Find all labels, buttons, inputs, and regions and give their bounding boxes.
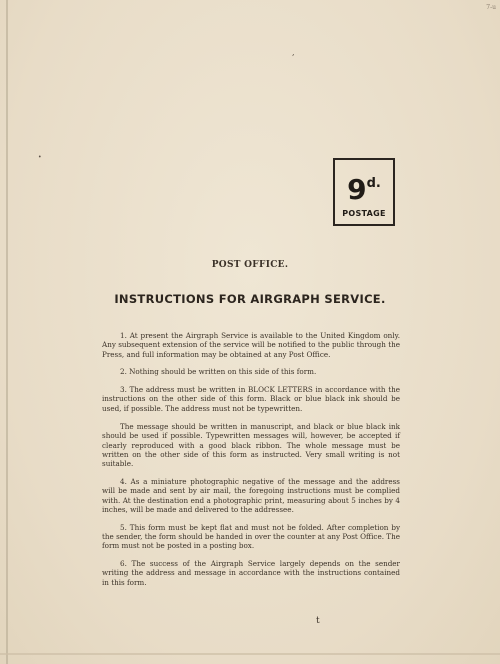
sheet-bottom-edge [0, 653, 500, 655]
post-office-heading: POST OFFICE. [211, 260, 289, 270]
ink-speck: • [38, 154, 42, 161]
instruction-paragraph: 1. At present the Airgraph Service is available to the United Kingdom only. Any subsequent extension of the service will be notified to the public through the Press, and full information may be obtained at any Post Office. [102, 331, 400, 359]
instructions-body [102, 331, 400, 587]
instruction-paragraph: 4. As a miniature photographic negative of the message and the address will be made and sent by air mail, the foregoing instructions must be complied with. At the destination end a photographic print, measuring about 5 inches by 4 inches, will be made and delivered to the addressee. [102, 477, 400, 514]
postage-stamp-box [333, 158, 395, 226]
postage-value: $9^{d.}$ [347, 173, 381, 206]
footer-mark: t [316, 616, 320, 626]
sheet-left-edge [6, 0, 8, 664]
corner-mark: 7-u [486, 4, 496, 11]
instruction-paragraph: 3. The address must be written in BLOCK LETTERS in accordance with the instructions on the other side of this form. Black or blue black ink should be used, if possible. The address must not be typewritten. [102, 385, 400, 413]
instructions-title: INSTRUCTIONS FOR AIRGRAPH SERVICE. [114, 292, 386, 306]
postage-label: POSTAGE [342, 209, 386, 218]
ink-speck: , [292, 48, 295, 57]
instruction-paragraph: The message should be written in manuscript, and black or blue black ink should be used if possible. Typewritten messages will, however, be accepted if clearly reproduced with a good black ribbon. The whole message must be written on the other side of this form as instructed. Very small writing is not suitable. [102, 422, 400, 469]
instruction-paragraph: 6. The success of the Airgraph Service largely depends on the sender writing the address and message in accordance with the instructions contained in this form. [102, 559, 400, 587]
instruction-paragraph: 2. Nothing should be written on this side of this form. [120, 367, 317, 377]
instruction-paragraph: 5. This form must be kept flat and must not be folded. After completion by the sender, the form should be handed in over the counter at any Post Office. The form must not be posted in a posting box. [102, 522, 400, 551]
